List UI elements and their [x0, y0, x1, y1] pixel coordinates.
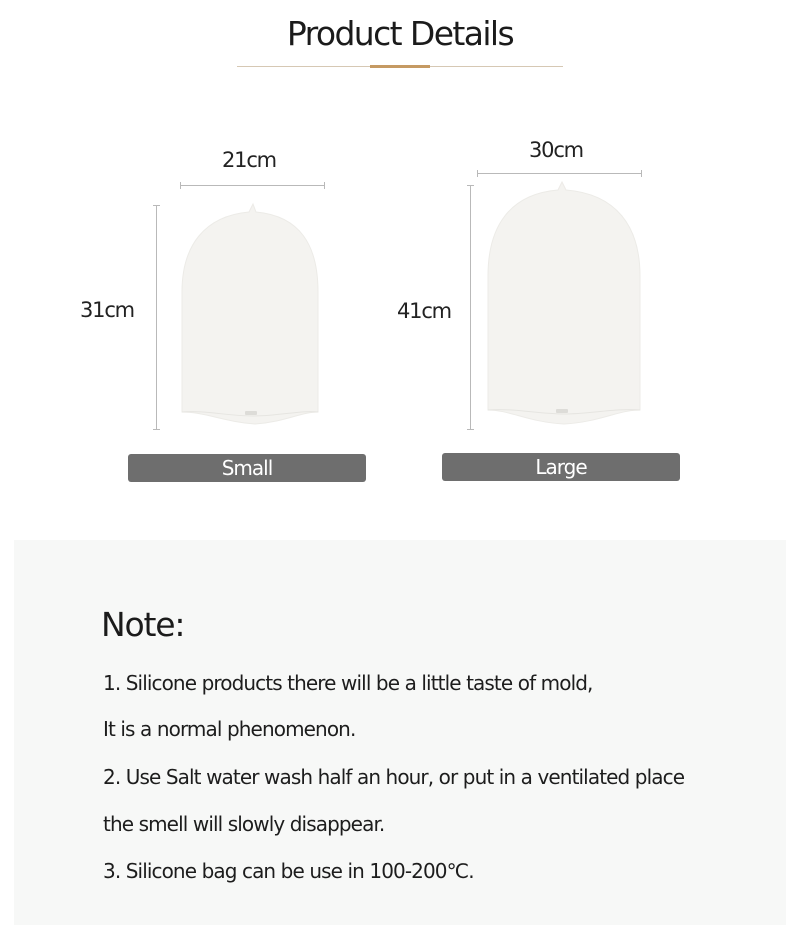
large-silicone-bag-image	[478, 178, 648, 430]
small-width-tick-left	[180, 182, 181, 189]
large-height-label: 41cm	[397, 299, 451, 323]
small-width-line	[180, 185, 325, 186]
size-label-large: Large	[442, 453, 680, 481]
large-width-line	[477, 173, 642, 174]
small-width-tick-right	[324, 182, 325, 189]
large-width-label: 30cm	[529, 138, 583, 162]
note-title: Note:	[101, 605, 185, 644]
small-height-tick-bottom	[153, 429, 160, 430]
small-height-line	[156, 205, 157, 430]
large-width-tick-left	[477, 170, 478, 177]
note-line-3: 2. Use Salt water wash half an hour, or put in a ventilated place	[103, 765, 685, 789]
small-height-tick-top	[153, 205, 160, 206]
large-height-tick-top	[467, 185, 474, 186]
size-label-small: Small	[128, 454, 366, 482]
large-width-tick-right	[641, 170, 642, 177]
large-height-tick-bottom	[467, 429, 474, 430]
page-title: Product Details	[286, 14, 514, 53]
small-height-label: 31cm	[80, 298, 134, 322]
note-line-2: It is a normal phenomenon.	[103, 717, 356, 741]
note-line-1: 1. Silicone products there will be a little taste of mold,	[103, 671, 593, 695]
small-silicone-bag-image	[175, 200, 330, 430]
large-height-line	[470, 185, 471, 430]
note-line-4: the smell will slowly disappear.	[103, 812, 385, 836]
note-line-5: 3. Silicone bag can be use in 100-200℃.	[103, 859, 474, 883]
small-width-label: 21cm	[222, 148, 276, 172]
title-accent-bar	[370, 65, 430, 68]
